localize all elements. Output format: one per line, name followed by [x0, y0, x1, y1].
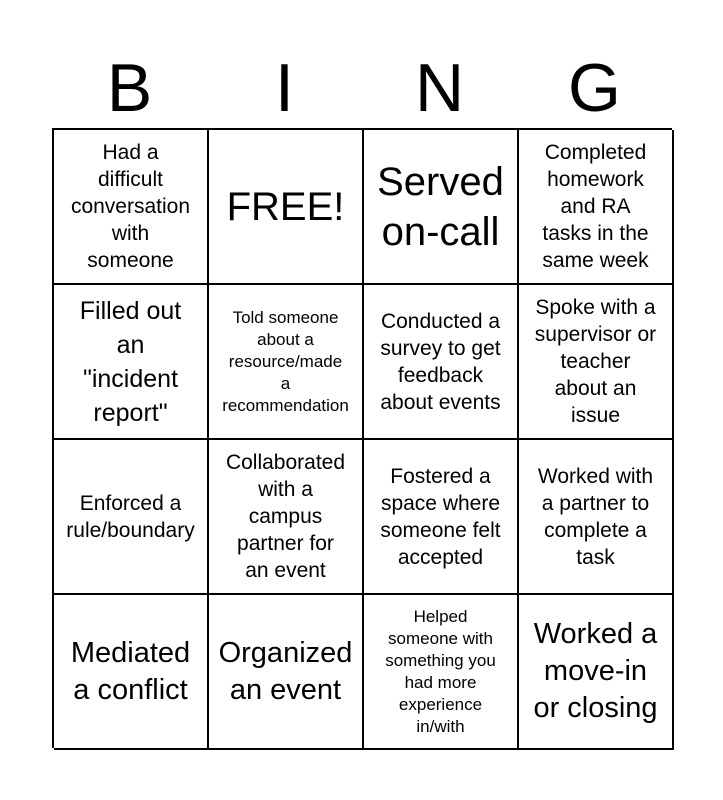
header-letter-b: B	[106, 50, 153, 126]
cell-text: Completed homework and RA tasks in the same week	[542, 141, 649, 272]
bingo-cell[interactable]	[364, 440, 519, 595]
bingo-cell[interactable]	[209, 595, 364, 750]
bingo-cell[interactable]	[209, 440, 364, 595]
cell-text: Served on-call	[377, 159, 504, 254]
cell-text: Fostered a space where someone felt accepted	[380, 464, 501, 569]
cell-text: Collaborated with a campus partner for an event	[225, 451, 346, 582]
bingo-cell[interactable]	[519, 285, 674, 440]
bingo-cell[interactable]	[519, 595, 674, 750]
bingo-cell[interactable]	[209, 285, 364, 440]
bingo-cell[interactable]	[364, 595, 519, 750]
cell-text: Enforced a rule/boundary	[66, 491, 195, 542]
bingo-cell[interactable]	[54, 130, 209, 285]
cell-text: Worked with a partner to complete a task	[537, 464, 654, 569]
cell-text: Conducted a survey to get feedback about events	[380, 309, 501, 414]
header-letter-i: I	[275, 50, 294, 126]
bingo-cell[interactable]	[54, 440, 209, 595]
cell-text: FREE!	[226, 184, 345, 229]
cell-text: Told someone about a resource/made a recommendation	[222, 307, 349, 415]
cell-text: Spoke with a supervisor or teacher about an issue	[534, 296, 657, 427]
cell-text: Had a difficult conversation with someone	[70, 141, 191, 272]
bingo-board	[52, 128, 672, 748]
header-letter-g: G	[568, 50, 621, 126]
bingo-cell[interactable]	[519, 130, 674, 285]
bingo-cell[interactable]	[364, 130, 519, 285]
cell-text: Filled out an "incident report"	[79, 296, 182, 427]
bingo-header	[52, 48, 672, 128]
bingo-cell[interactable]	[519, 440, 674, 595]
bingo-cell[interactable]	[364, 285, 519, 440]
header-letter-n: N	[414, 50, 465, 126]
bingo-cell[interactable]	[54, 595, 209, 750]
bingo-cell-free[interactable]	[209, 130, 364, 285]
cell-text: Mediated a conflict	[70, 636, 191, 706]
cell-text: Helped someone with something you had more experience in/with	[385, 606, 496, 736]
cell-text: Worked a move-in or closing	[533, 618, 658, 724]
bingo-cell[interactable]	[54, 285, 209, 440]
cell-text: Organized an event	[218, 636, 353, 706]
